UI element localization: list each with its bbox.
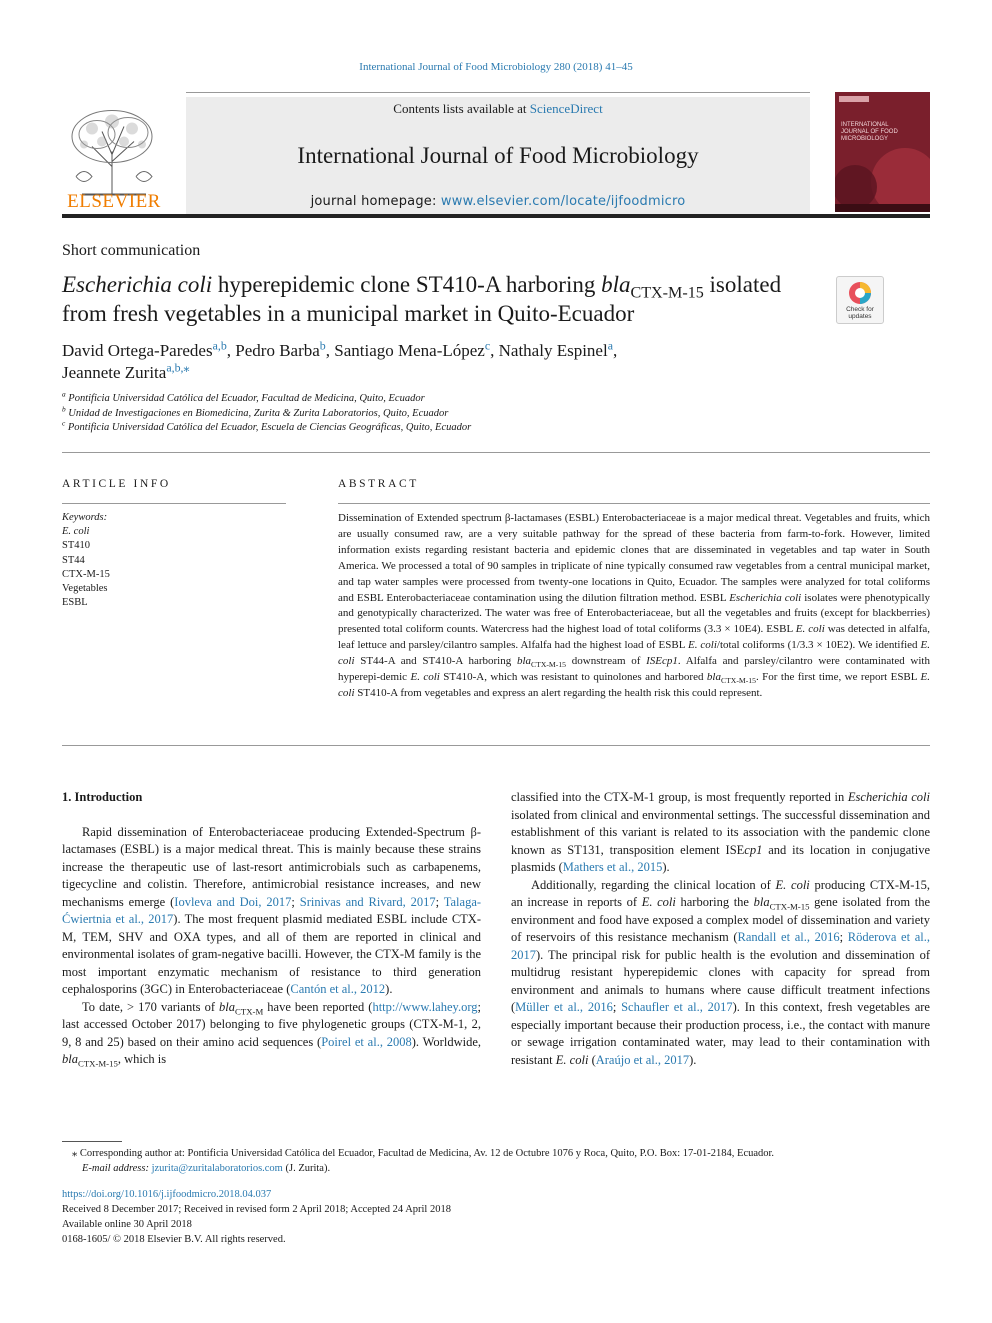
check-updates-label: Check for updates bbox=[846, 306, 874, 320]
journal-homepage bbox=[186, 194, 810, 209]
author[interactable]: David Ortega-Paredes$^{a,b}$, bbox=[62, 338, 236, 360]
journal-reference[interactable]: International Journal of Food Microbiology 280 (2018) 41–45 bbox=[359, 61, 633, 73]
journal-cover-thumbnail[interactable] bbox=[835, 92, 930, 212]
homepage-prefix: journal homepage: bbox=[310, 194, 441, 209]
citation-link[interactable]: Randall et al., 2016 bbox=[737, 930, 840, 944]
paragraph: Rapid dissemination of Enterobacteriaceae producing Extended-Spectrum β-lactamases (ESBL) is a major medical threat. This is mainly because these strains increase the therapeutic use of last-resort antimicrobials such as carbapenems, tigecycline and colistin. Therefore, antimicrobial resistance increases, and new mechanisms emerge (Iovleva and Doi, 2017; Srinivas and Rivard, 2017; Talaga-Ćwiertnia et al., 2017). The most frequent plasmid mediated ESBL include CTX-M, TEM, SHV and OXA types, and all of them are reported in clinical and environmental isolates of gram-negative bacilli. However, the CTX-M family is the most important enzymatic mechanism of resistance to third generation cephalosporins (3GC) in Enterobacteriaceae (Cantón et al., 2012). bbox=[62, 824, 482, 996]
header-thick-rule bbox=[62, 214, 930, 218]
citation-link[interactable]: http://www.lahey.org bbox=[372, 999, 478, 1014]
title-organism: Escherichia coli bbox=[62, 272, 213, 297]
section-heading-introduction: 1. Introduction bbox=[62, 790, 143, 804]
citation-link[interactable]: Schaufler et al., 2017 bbox=[621, 1000, 733, 1014]
section-rule bbox=[62, 452, 930, 453]
publication-info bbox=[62, 1187, 451, 1247]
sciencedirect-link[interactable]: ScienceDirect bbox=[529, 101, 603, 116]
copyright: 0168-1605/ © 2018 Elsevier B.V. All rights reserved. bbox=[62, 1234, 286, 1245]
citation-link[interactable]: Araújo et al., 2017 bbox=[595, 1052, 690, 1067]
title-gene: bla bbox=[601, 272, 631, 297]
body-column-right bbox=[511, 789, 930, 1069]
keyword: ST410 bbox=[62, 540, 91, 552]
article-title bbox=[62, 270, 822, 328]
article-info-rule bbox=[62, 503, 286, 504]
affiliation: $^b$ Unidad de Investigaciones en Biomedicina, Zurita & Zurita Laboratorios, Quito, Ecuador bbox=[62, 404, 449, 419]
citation-link[interactable]: Srinivas and Rivard, 2017 bbox=[299, 894, 436, 909]
title-gene-sub: CTX-M-15 bbox=[630, 284, 704, 302]
abstract-bottom-rule bbox=[62, 745, 930, 746]
citation-link[interactable]: Cantón et al., 2012 bbox=[290, 982, 386, 996]
header-top-rule bbox=[186, 92, 810, 93]
author[interactable]: Pedro Barba$^b$, bbox=[235, 338, 335, 360]
keyword: Vegetables bbox=[62, 583, 108, 595]
author-list bbox=[62, 340, 822, 384]
citation-link[interactable]: Poirel et al., 2008 bbox=[321, 1034, 412, 1049]
contents-line bbox=[186, 101, 810, 117]
cover-title: INTERNATIONAL JOURNAL OF FOOD MICROBIOLOGY bbox=[841, 122, 898, 142]
keyword: ESBL bbox=[62, 597, 88, 609]
author[interactable]: Jeannete Zurita$^{a,b,⁎}$ bbox=[62, 360, 190, 382]
citation-link[interactable]: Röderova et al., 2017 bbox=[511, 930, 931, 962]
paragraph: classified into the CTX-M-1 group, is most frequently reported in Escherichia coli isolated from clinical and environmental settings. The successful dissemination and establishment of this variant is related to its association with the pandemic clone known as ST131, transposition element ISEcp1 and its location in conjugative plasmids (Mathers et al., 2015). bbox=[511, 790, 930, 874]
doi-link[interactable]: https://doi.org/10.1016/j.ijfoodmicro.2018.04.037 bbox=[62, 1189, 272, 1200]
title-part-3: isolated from fresh vegetables in a municipal market in Quito-Ecuador bbox=[62, 272, 782, 326]
received-dates: Received 8 December 2017; Received in revised form 2 April 2018; Accepted 24 April 2018 bbox=[62, 1204, 451, 1215]
citation-link[interactable]: Mathers et al., 2015 bbox=[562, 860, 663, 874]
author[interactable]: Santiago Mena-López$^c$, bbox=[334, 338, 499, 360]
paragraph: Additionally, regarding the clinical location of E. coli producing CTX-M-15, an increase in reports of E. coli harboring the bla$_{CTX-M-15}$ gene isolated from the environment and food have exposed a complex model of dissemination and variety of reservoirs of this resistance mechanism (Randall et al., 2016; Röderova et al., 2017). The principal risk for public health is the evolution and dissemination of multidrug resistant hyperepidemic clones with capacity for spread from environment and animals to humans where cause difficult treatment infections (Müller et al., 2016; Schaufler et al., 2017). In this context, fresh vegetables are especially important because their production process, i.e., the contact with manure or sewage irrigation contaminated water, may lead to their contamination with resistant E. coli (Araújo et al., 2017). bbox=[511, 877, 931, 1067]
title-part-2: hyperepidemic clone ST410-A harboring bbox=[212, 272, 602, 297]
abstract-heading: ABSTRACT bbox=[338, 478, 419, 490]
paragraph: To date, > 170 variants of bla$_{CTX-M}$ have been reported (http://www.lahey.org; last accessed October 2017) belonging to five phylogenetic groups (CTX-M-1, 2, 9, 8 and 25) based on their amino acid sequences (Poirel et al., 2008). Worldwide, bla$_{CTX-M-15}$, which is bbox=[62, 999, 481, 1069]
abstract-text: Dissemination of Extended spectrum β-lactamases (ESBL) Enterobacteriaceae is a major medical threat. Vegetables and fruits, which are usually consumed raw, are a very suitable pathway for the spread of these bacteria from farm-to-fork. However, limited information exists regarding resistant bacteria and epidemic clones that are disseminated in vegetables and tap water in South America. We processed a total of 90 samples in triplicate of nine typically consumed raw vegetables from a central municipal market, and tap water samples were processed from twenty-one locations in Quito, Ecuador. The samples were analyzed for total coliforms and ESBL Enterobacteriaceae contamination using the dilution filtration method. ESBL Escherichia coli isolates were phenotypically and genotypically characterized. The water was free of Enterobacteriaceae, but all the vegetables and fruits (except for blackberries) presented total coliform counts. Watercress had the highest load of total coliforms (3.3 × 10E4). ESBL E. coli was detected in alfalfa, leaf lettuce and parsley/cilantro samples. Alfalfa had the highest load of ESBL E. coli/total coliforms (1/3.3 × 10E2). We identified E. coli ST44-A and ST410-A harboring bla$_{CTX-M-15}$ downstream of ISEcp1. Alfalfa and parsley/cilantro were contaminated with hyperepi-demic E. coli ST410-A, which was resistant to quinolones and harbored bla$_{CTX-M-15}$. For the first time, we report ESBL E. coli ST410-A from vegetables and express an alert regarding the health risk this could represent. bbox=[338, 512, 930, 699]
affiliation: $^c$ Pontificia Universidad Católica del Ecuador, Escuela de Ciencias Geográficas, Quito, Ecuador bbox=[62, 418, 472, 433]
cover-art-icon bbox=[835, 92, 930, 212]
footnote-rule bbox=[62, 1141, 122, 1142]
homepage-link[interactable]: www.elsevier.com/locate/ijfoodmicro bbox=[440, 194, 686, 209]
citation-link[interactable]: Talaga-Ćwiertnia et al., 2017 bbox=[62, 894, 482, 926]
article-type: Short communication bbox=[62, 242, 201, 259]
keyword: E. coli bbox=[62, 526, 90, 538]
check-updates-icon bbox=[837, 279, 883, 309]
keywords-label: Keywords: bbox=[62, 512, 108, 523]
author[interactable]: Nathaly Espinel$^a$, bbox=[498, 338, 618, 360]
online-date: Available online 30 April 2018 bbox=[62, 1219, 192, 1230]
journal-title: International Journal of Food Microbiology bbox=[297, 143, 699, 168]
check-for-updates-badge[interactable] bbox=[836, 276, 884, 324]
keyword: CTX-M-15 bbox=[62, 568, 110, 580]
corresponding-author-footnote: ⁎ Corresponding author at: Pontificia Universidad Católica del Ecuador, Facultad de Medicina, Av. 12 de Octubre 1076 y Roca, Quito, P.O. Box: 17-01-2184, Ecuador. E-mail address: jzurita@zuritalaboratorios.com (J. Zurita). bbox=[72, 1148, 775, 1174]
citation-link[interactable]: Müller et al., 2016 bbox=[515, 1000, 613, 1014]
affiliation: $^a$ Pontificia Universidad Católica del Ecuador, Facultad de Medicina, Quito, Ecuador bbox=[62, 389, 425, 404]
abstract-rule bbox=[338, 503, 930, 504]
keyword: ST44 bbox=[62, 554, 85, 566]
article-info-heading: ARTICLE INFO bbox=[62, 478, 171, 490]
elsevier-wordmark: ELSEVIER bbox=[67, 191, 161, 212]
contents-prefix: Contents lists available at bbox=[393, 101, 530, 116]
body-column-left bbox=[62, 789, 481, 1069]
citation-link[interactable]: Iovleva and Doi, 2017 bbox=[174, 894, 292, 909]
keywords-list bbox=[62, 511, 110, 610]
email-link[interactable]: jzurita@zuritalaboratorios.com bbox=[151, 1163, 283, 1174]
